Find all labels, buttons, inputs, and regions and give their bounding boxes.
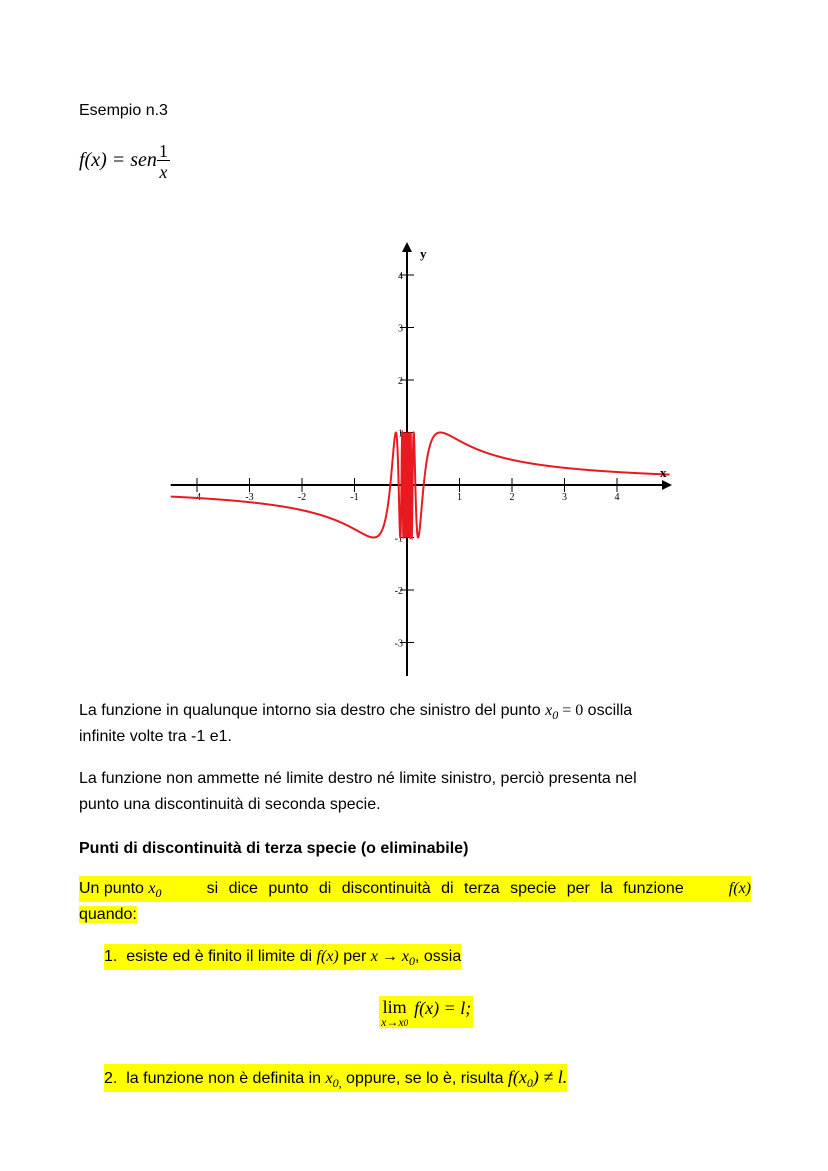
item2-x0: x: [325, 1070, 333, 1087]
x-tick-label: 3: [562, 492, 567, 503]
item2-fx0end: ) ≠ l.: [532, 1067, 568, 1087]
x-tick-label: 2: [509, 492, 515, 503]
x-axis-arrow: [662, 480, 672, 490]
y-tick-label: -3: [394, 638, 403, 650]
p1-line2: infinite volte tra -1 e1.: [79, 728, 232, 745]
y-axis-label: y: [420, 246, 427, 261]
p2-line2: punto una discontinuità di seconda specie.: [79, 796, 381, 813]
paragraph-oscillation: [79, 698, 759, 750]
p1-x0: x: [545, 702, 553, 719]
formula-numerator: 1: [158, 141, 168, 161]
p1-text-a: La funzione in qualunque intorno sia destro che sinistro del punto: [79, 702, 546, 719]
y-tick-label: 3: [398, 323, 403, 335]
limit-under: x→x: [381, 1015, 404, 1029]
item1-text: esiste ed è finito il limite di: [126, 948, 317, 965]
formula-denominator: x: [159, 162, 168, 182]
y-tick-label: -1: [394, 533, 403, 545]
item2-text: la funzione non è definita in: [126, 1070, 326, 1087]
p1-text-b: oscilla: [583, 702, 633, 719]
y-tick-label: 2: [398, 376, 403, 387]
limit-expr: f(x) = l;: [414, 998, 472, 1018]
def-fx: f(x): [728, 880, 751, 897]
x-tick-label: -4: [192, 492, 202, 503]
formula-lhs: f(x) = sen: [79, 149, 157, 172]
y-tick-label: -2: [394, 586, 403, 597]
definition-line1: [79, 876, 751, 902]
y-tick-label: 4: [398, 271, 403, 282]
list-item-1: [104, 944, 461, 970]
x-tick-label: -3: [245, 492, 254, 503]
p2-line1: La funzione non ammette né limite destro né limite sinistro, perciò presenta nel: [79, 770, 637, 787]
example-heading: Esempio n.3: [79, 102, 168, 119]
item1-fx: f(x): [316, 948, 339, 965]
paragraph-no-limit: [79, 766, 759, 818]
chart-axes: [171, 242, 672, 676]
def-part1: Un punto: [79, 880, 149, 897]
y-axis-arrow: [402, 242, 412, 252]
def-sub: 0: [155, 886, 162, 900]
list-item-2: [104, 1064, 567, 1092]
item2-mid: oppure, se lo è, risulta: [341, 1070, 508, 1087]
item1-per: per: [338, 948, 371, 965]
def-line2: quando:: [79, 906, 137, 923]
x-tick-label: -1: [350, 492, 359, 503]
item2-fx0: f(x: [507, 1067, 527, 1087]
item1-arrow: x → x: [370, 948, 409, 965]
item1-sub: 0: [408, 954, 415, 968]
y-tick-label: 1: [398, 428, 403, 440]
limit-under-sub: 0: [403, 1018, 409, 1028]
section-subheading: Punti di discontinuità di terza specie (o eliminabile): [79, 840, 469, 857]
item2-num: 2.: [104, 1070, 118, 1087]
limit-lim: lim: [382, 997, 407, 1017]
p1-sub: 0: [552, 708, 559, 722]
item2-fx0sub: 0: [526, 1076, 533, 1090]
definition-paragraph: [79, 876, 751, 928]
limit-expression: [379, 996, 473, 1028]
x-tick-label: -2: [297, 492, 307, 503]
item1-num: 1.: [104, 948, 118, 965]
def-part2: si dice punto di discontinuità di terza specie per la funzione: [206, 880, 684, 897]
p1-eq: = 0: [558, 702, 584, 719]
x-tick-label: 4: [614, 492, 620, 503]
x-tick-label: 1: [457, 492, 462, 503]
item2-sub: 0,: [332, 1076, 342, 1090]
def-x0: x: [148, 880, 156, 897]
x-axis-label: x: [660, 465, 667, 480]
item1-tail: , ossia: [414, 948, 462, 965]
